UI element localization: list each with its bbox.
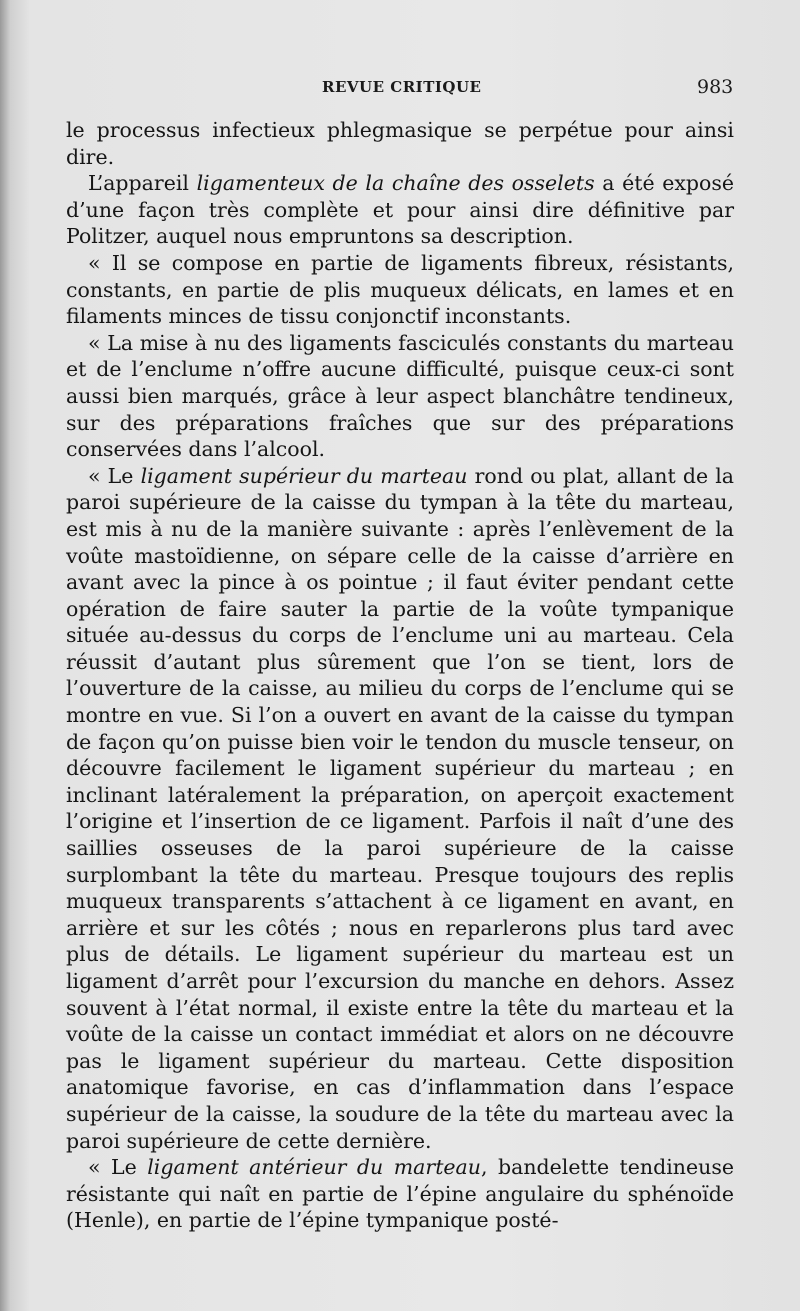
paragraph-6-text-b: , bandelette tendineuse résistante qui naît en partie de l’épine angulaire du sphénoïde (Henle), en partie de l’épine tympanique posté-: [66, 1155, 734, 1233]
paragraph-2-emphasis: ligamenteux de la chaîne des osselets: [196, 171, 595, 196]
paragraph-3: « Il se compose en partie de ligaments fibreux, résistants, constants, en partie de plis muqueux délicats, en lames et en filaments minces de tissu conjonctif inconstants.: [66, 250, 734, 329]
paragraph-5-text-a: « Le: [88, 463, 141, 488]
paragraph-6-emphasis: ligament antérieur du marteau: [147, 1155, 481, 1180]
paragraph-2: [66, 170, 734, 250]
paragraph-2-text-a: L’appareil: [88, 171, 197, 196]
page-header: [0, 72, 800, 102]
page-number: 983: [697, 76, 734, 98]
paragraph-4: « La mise à nu des ligaments fasciculés constants du marteau et de l’enclume n’offre aucune difficulté, puisque ceux-ci sont aussi bien marqués, grâce à leur aspect blanchâtre tendineux, sur des préparations fraîches que sur des préparations conservées dans l’alcool.: [66, 330, 734, 462]
paragraph-5: [66, 463, 734, 1154]
paragraph-5-text-b: rond ou plat, allant de la paroi supérieure de la caisse du tympan à la tête du marteau, est mis à nu de la manière suivante : après l’enlèvement de la voûte mastoïdienne, on sépare celle de la caisse d’arrière en avant avec la pince à os pointue ; il faut éviter pendant cette opération de faire sauter la partie de la voûte tympanique située au-dessus du corps de l’enclume uni au marteau. Cela réussit d’autant plus sûrement que l’on se tient, lors de l’ouverture de la caisse, au milieu du corps de l’enclume qui se montre en vue. Si l’on a ouvert en avant de la caisse du tympan de façon qu’on puisse bien voir le tendon du muscle tenseur, on découvre facilement le ligament supérieur du marteau ; en inclinant latéralement la préparation, on aperçoit exactement l’origine et l’insertion de ce ligament. Parfois il naît d’une des saillies osseuses de la paroi supérieure de la caisse surplombant la tête du marteau. Presque toujours des replis muqueux transparents s’attachent à ce ligament en avant, en arrière et sur les côtés ; nous en reparlerons plus tard avec plus de détails. Le ligament supérieur du marteau est un ligament d’arrêt pour l’excursion du manche en dehors. Assez souvent à l’état normal, il existe entre la tête du marteau et la voûte de la caisse un contact immédiat et alors on ne découvre pas le ligament supérieur du marteau. Cette disposition anatomique favorise, en cas d’inflammation dans l’espace supérieur de la caisse, la soudure de la tête du marteau avec la paroi supérieure de cette dernière.: [66, 463, 734, 1153]
paragraph-6: [66, 1154, 734, 1234]
paragraph-5-emphasis: ligament supérieur du marteau: [140, 463, 468, 488]
body-text: [66, 117, 734, 1234]
paragraph-6-text-a: « Le: [88, 1155, 148, 1180]
paragraph-2-text-b: a été exposé d’une façon très complète et pour ainsi dire définitive par Politzer, auquel nous empruntons sa description.: [66, 171, 734, 249]
running-head: REVUE CRITIQUE: [322, 78, 482, 96]
paragraph-1: le processus infectieux phlegmasique se perpétue pour ainsi dire.: [66, 118, 734, 169]
